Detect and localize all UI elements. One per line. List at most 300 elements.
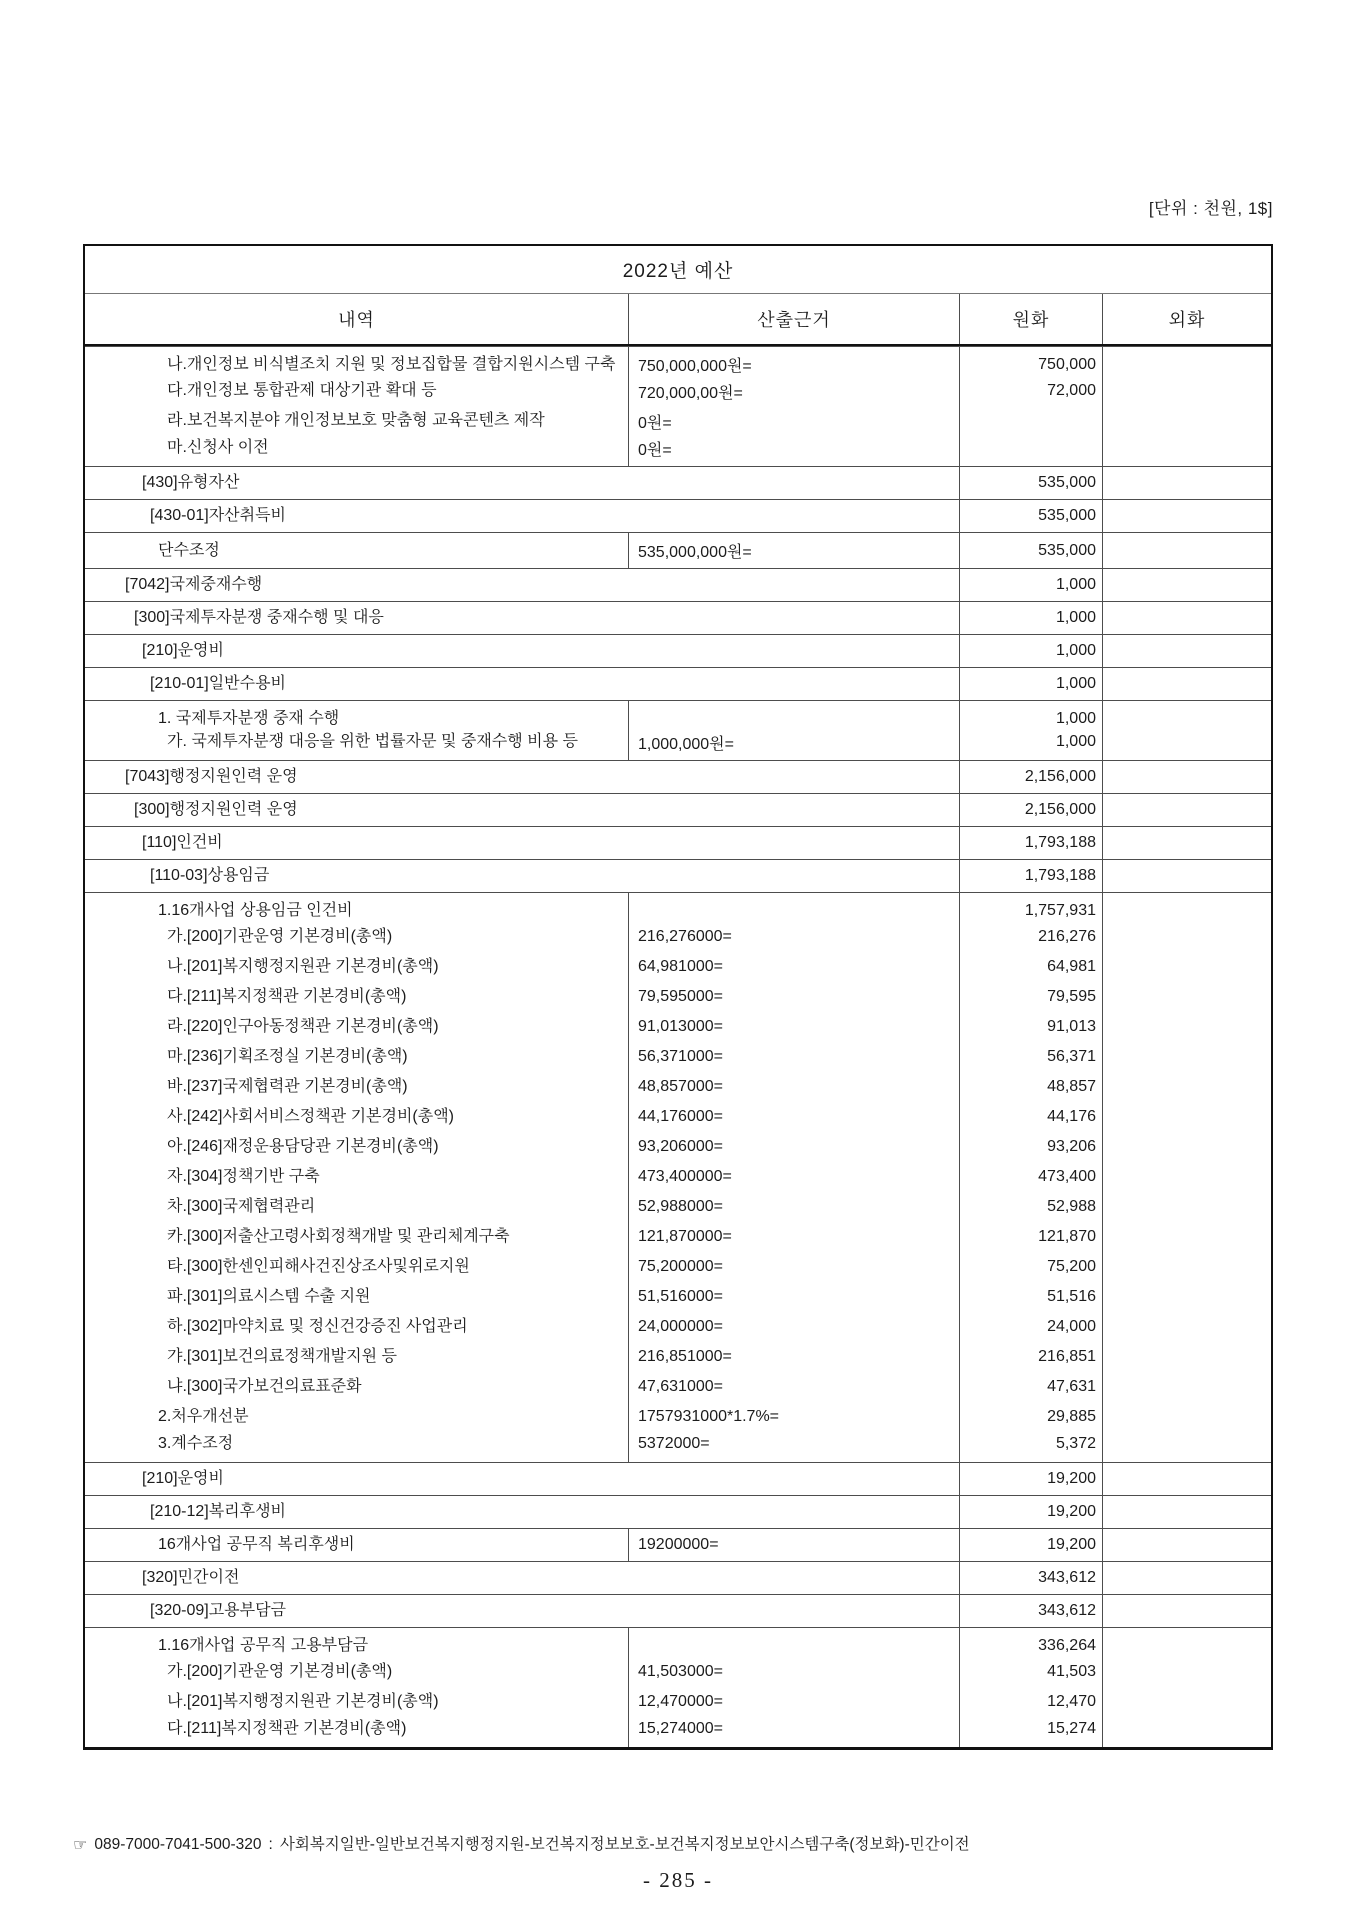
row-krw-cell-text: 343,612 [1038,1569,1096,1586]
row-basis-cell-text: 52,988000= [638,1198,723,1215]
row-fx-cell [1103,1282,1271,1312]
row-basis-cell [629,436,960,466]
row-krw-cell [960,1529,1103,1561]
row-label-cell [85,1222,629,1252]
row-label-cell-text: 단수조정 [158,541,220,559]
row-krw-cell-text: 19,200 [1047,1503,1096,1520]
row-krw-cell-text: 343,612 [1038,1602,1096,1619]
row-label-cell [85,827,960,859]
row-krw-cell [960,1717,1103,1747]
row-basis-cell [629,1072,960,1102]
table-row [85,859,1271,892]
row-fx-cell [1103,1562,1271,1594]
row-label-cell [85,1529,629,1561]
row-krw-cell [960,730,1103,760]
row-label-cell [85,1282,629,1312]
row-label-cell [85,701,629,730]
row-krw-cell [960,761,1103,793]
row-label-cell [85,1562,960,1594]
pointing-hand-icon: ☞ [73,1837,88,1854]
row-label-cell [85,1012,629,1042]
row-krw-cell-text: 1,757,931 [1024,901,1096,919]
row-krw-cell [960,1657,1103,1687]
footnote [73,1832,1313,1854]
row-basis-cell-text: 121,870000= [638,1228,732,1245]
row-krw-cell-text: 72,000 [1047,382,1096,399]
row-fx-cell [1103,347,1271,376]
table-row [85,1012,1271,1042]
row-fx-cell [1103,1595,1271,1627]
row-fx-cell [1103,533,1271,568]
column-header-krw: 원화 [960,294,1103,344]
row-label-cell [85,1252,629,1282]
row-krw-cell [960,668,1103,700]
row-krw-cell-text: 64,981 [1047,958,1096,975]
row-basis-cell [629,952,960,982]
row-label-cell [85,1628,629,1657]
table-row [85,634,1271,667]
row-fx-cell [1103,827,1271,859]
row-label-cell [85,406,629,436]
row-basis-cell-text: 0원= [638,441,672,459]
row-label-cell-text: [430]유형자산 [142,474,240,491]
row-krw-cell [960,1342,1103,1372]
row-basis-cell [629,1432,960,1462]
row-label-cell [85,952,629,982]
row-label-cell [85,730,629,760]
row-krw-cell [960,952,1103,982]
row-krw-cell-text: 41,503 [1047,1663,1096,1680]
row-label-cell-text: [430-01]자산취득비 [150,507,286,524]
row-fx-cell [1103,1372,1271,1402]
row-basis-cell-text: 24,000000= [638,1318,723,1335]
row-fx-cell [1103,761,1271,793]
row-krw-cell [960,982,1103,1012]
row-basis-cell [629,1628,960,1657]
table-row [85,952,1271,982]
row-basis-cell [629,1102,960,1132]
table-row [85,346,1271,376]
row-krw-cell [960,893,1103,922]
row-label-cell [85,1042,629,1072]
row-krw-cell-text: 535,000 [1038,507,1096,524]
row-krw-cell-text: 5,372 [1055,1435,1096,1452]
row-label-cell-text: 가.[200]기관운영 기본경비(총액) [167,928,393,945]
row-basis-cell-text: 51,516000= [638,1288,723,1305]
row-fx-cell [1103,982,1271,1012]
row-krw-cell-text: 535,000 [1038,541,1096,559]
table-row [85,826,1271,859]
row-label-cell-text: [7042]국제중재수행 [125,576,263,593]
row-krw-cell [960,1463,1103,1495]
row-krw-cell [960,1192,1103,1222]
row-label-cell-text: 1.16개사업 상용임금 인건비 [158,901,353,919]
table-row [85,1222,1271,1252]
row-krw-cell-text: 1,793,188 [1024,867,1096,884]
row-krw-cell-text: 15,274 [1047,1720,1096,1737]
row-basis-cell [629,1342,960,1372]
row-label-cell-text: 하.[302]마약치료 및 정신건강증진 사업관리 [167,1318,468,1335]
row-fx-cell [1103,1496,1271,1528]
table-row [85,532,1271,568]
row-krw-cell [960,376,1103,406]
row-label-cell [85,1342,629,1372]
row-basis-cell [629,1717,960,1747]
row-fx-cell [1103,376,1271,406]
table-row [85,667,1271,700]
row-basis-cell-text: 535,000,000원= [638,544,752,561]
row-fx-cell [1103,1042,1271,1072]
row-label-cell-text: 3.계수조정 [158,1435,234,1452]
row-fx-cell [1103,1657,1271,1687]
table-row [85,1312,1271,1342]
row-krw-cell-text: 19,200 [1047,1470,1096,1487]
row-basis-cell [629,1312,960,1342]
row-basis-cell [629,922,960,952]
row-basis-cell [629,1657,960,1687]
row-fx-cell [1103,1342,1271,1372]
row-krw-cell-text: 44,176 [1047,1108,1096,1125]
row-krw-cell [960,1072,1103,1102]
table-row [85,1627,1271,1657]
row-label-cell-text: 마.신청사 이전 [167,439,269,456]
row-fx-cell [1103,1463,1271,1495]
table-header-row [85,294,1271,346]
table-title: 2022년 예산 [622,261,734,282]
row-basis-cell-text: 75,200000= [638,1258,723,1275]
table-row [85,1102,1271,1132]
row-label-cell [85,467,960,499]
row-krw-cell [960,406,1103,436]
row-fx-cell [1103,1072,1271,1102]
row-basis-cell [629,376,960,406]
row-basis-cell-text: 91,013000= [638,1018,723,1035]
row-krw-cell-text: 535,000 [1038,474,1096,491]
row-fx-cell [1103,1432,1271,1462]
row-label-cell-text: [210]운영비 [142,1470,224,1487]
row-fx-cell [1103,1102,1271,1132]
table-row [85,1192,1271,1222]
row-basis-cell-text: 47,631000= [638,1378,723,1395]
row-basis-cell [629,1372,960,1402]
row-label-cell-text: 나.개인정보 비식별조치 지원 및 정보집합물 결합지원시스템 구축 [167,355,616,373]
row-label-cell [85,500,960,532]
row-krw-cell [960,1372,1103,1402]
row-basis-cell [629,1192,960,1222]
row-label-cell-text: [320-09]고용부담금 [150,1602,286,1619]
row-fx-cell [1103,1312,1271,1342]
row-fx-cell [1103,406,1271,436]
row-label-cell-text: 다.[211]복지정책관 기본경비(총액) [167,988,407,1005]
row-basis-cell-text: 1,000,000원= [638,735,734,753]
row-basis-cell [629,1282,960,1312]
row-krw-cell [960,602,1103,634]
table-row [85,1687,1271,1717]
footnote-separator: : [268,1836,273,1853]
row-label-cell [85,376,629,406]
row-krw-cell [960,1222,1103,1252]
row-fx-cell [1103,1192,1271,1222]
table-row [85,982,1271,1012]
row-basis-cell-text: 64,981000= [638,958,723,975]
row-label-cell [85,1072,629,1102]
row-label-cell [85,1657,629,1687]
row-label-cell [85,602,960,634]
row-fx-cell [1103,569,1271,601]
row-krw-cell [960,1252,1103,1282]
table-row [85,1072,1271,1102]
footnote-text: 사회복지일반-일반보건복지행정지원-보건복지정보보호-보건복지정보보안시스템구축(정보화)-민간이전 [279,1836,970,1853]
row-label-cell-text: 라.[220]인구아동정책관 기본경비(총액) [167,1018,439,1035]
row-krw-cell [960,1162,1103,1192]
row-basis-cell-text: 1757931000*1.7%= [638,1408,780,1425]
row-label-cell-text: 바.[237]국제협력관 기본경비(총액) [167,1078,408,1095]
row-krw-cell-text: 75,200 [1047,1258,1096,1275]
row-label-cell-text: 다.개인정보 통합관제 대상기관 확대 등 [167,382,437,399]
row-fx-cell [1103,1162,1271,1192]
table-row [85,1717,1271,1747]
row-label-cell [85,1312,629,1342]
row-krw-cell [960,569,1103,601]
row-fx-cell [1103,436,1271,466]
table-row [85,1495,1271,1528]
row-label-cell-text: 나.[201]복지행정지원관 기본경비(총액) [167,1693,439,1710]
row-label-cell-text: 1.16개사업 공무직 고용부담금 [158,1636,369,1654]
row-basis-cell [629,1012,960,1042]
row-krw-cell [960,635,1103,667]
table-title-row [85,246,1271,294]
row-krw-cell [960,1628,1103,1657]
row-fx-cell [1103,860,1271,892]
row-label-cell [85,794,960,826]
column-header-fx: 외화 [1168,310,1206,330]
row-label-cell [85,1402,629,1432]
table-row [85,1657,1271,1687]
row-krw-cell-text: 47,631 [1047,1378,1096,1395]
row-krw-cell-text: 216,851 [1038,1348,1096,1365]
row-label-cell-text: 자.[304]정책기반 구축 [167,1168,320,1185]
row-krw-cell-text: 79,595 [1047,988,1096,1005]
row-fx-cell [1103,1012,1271,1042]
row-krw-cell-text: 473,400 [1038,1168,1096,1185]
row-label-cell-text: [210]운영비 [142,642,224,659]
row-label-cell-text: [210-01]일반수용비 [150,675,286,692]
table-row [85,376,1271,406]
row-krw-cell-text: 1,000 [1055,709,1096,727]
row-krw-cell-text: 24,000 [1047,1318,1096,1335]
row-krw-cell [960,533,1103,568]
row-krw-cell [960,701,1103,730]
row-fx-cell [1103,893,1271,922]
page-number: - 285 - [643,1868,713,1892]
row-basis-cell [629,1402,960,1432]
row-basis-cell [629,1132,960,1162]
row-label-cell-text: 1. 국제투자분쟁 중재 수행 [158,709,340,727]
row-basis-cell [629,1162,960,1192]
row-krw-cell-text: 1,000 [1055,733,1096,750]
row-basis-cell-text: 473,400000= [638,1168,732,1185]
row-label-cell-text: 카.[300]저출산고령사회정책개발 및 관리체계구축 [167,1228,510,1245]
row-fx-cell [1103,1628,1271,1657]
row-fx-cell [1103,952,1271,982]
row-krw-cell-text: 12,470 [1047,1693,1096,1710]
row-label-cell [85,1687,629,1717]
table-row [85,436,1271,466]
row-basis-cell-text: 48,857000= [638,1078,723,1095]
row-fx-cell [1103,1402,1271,1432]
table-row [85,1132,1271,1162]
row-krw-cell-text: 1,793,188 [1024,834,1096,851]
row-krw-cell-text: 29,885 [1047,1408,1096,1425]
table-row [85,793,1271,826]
row-label-cell-text: 가. 국제투자분쟁 대응을 위한 법률자문 및 중재수행 비용 등 [167,733,578,750]
row-krw-cell-text: 336,264 [1038,1636,1096,1654]
table-row [85,1462,1271,1495]
row-krw-cell-text: 121,870 [1038,1228,1096,1245]
row-basis-cell-text: 19200000= [638,1536,719,1553]
row-fx-cell [1103,1717,1271,1747]
row-fx-cell [1103,635,1271,667]
row-fx-cell [1103,1132,1271,1162]
row-label-cell-text: 마.[236]기획조정실 기본경비(총액) [167,1048,408,1065]
row-label-cell-text: 파.[301]의료시스템 수출 지원 [167,1288,371,1305]
table-row [85,1372,1271,1402]
row-basis-cell-text: 12,470000= [638,1693,723,1710]
row-basis-cell-text: 216,276000= [638,928,732,945]
row-label-cell-text: [7043]행정지원인력 운영 [125,768,298,785]
row-label-cell [85,1372,629,1402]
row-basis-cell [629,701,960,730]
unit-label: [단위 : 천원, 1$] [1148,199,1273,218]
table-row [85,730,1271,760]
row-krw-cell-text: 48,857 [1047,1078,1096,1095]
row-krw-cell-text: 2,156,000 [1024,768,1096,785]
row-basis-cell [629,982,960,1012]
table-row [85,406,1271,436]
table-row [85,568,1271,601]
row-krw-cell [960,1595,1103,1627]
row-label-cell [85,1595,960,1627]
row-label-cell [85,1102,629,1132]
row-krw-cell-text: 56,371 [1047,1048,1096,1065]
row-krw-cell [960,1432,1103,1462]
row-krw-cell [960,436,1103,466]
row-label-cell [85,1463,960,1495]
row-basis-cell [629,1252,960,1282]
row-krw-cell [960,1402,1103,1432]
row-label-cell [85,761,960,793]
row-krw-cell [960,467,1103,499]
row-label-cell-text: 사.[242]사회서비스정책관 기본경비(총액) [167,1108,454,1125]
row-basis-cell [629,406,960,436]
table-row [85,1402,1271,1432]
row-basis-cell-text: 44,176000= [638,1108,723,1125]
row-krw-cell-text: 1,000 [1055,576,1096,593]
row-krw-cell-text: 93,206 [1047,1138,1096,1155]
table-row [85,1162,1271,1192]
row-fx-cell [1103,1222,1271,1252]
row-krw-cell [960,1496,1103,1528]
row-basis-cell-text: 15,274000= [638,1720,723,1737]
row-label-cell-text: [110-03]상용임금 [150,867,270,884]
row-label-cell-text: [110]인건비 [142,834,223,851]
row-krw-cell-text: 52,988 [1047,1198,1096,1215]
row-krw-cell-text: 216,276 [1038,928,1096,945]
row-label-cell-text: 아.[246]재정운용담당관 기본경비(총액) [167,1138,439,1155]
row-label-cell [85,569,960,601]
row-label-cell-text: 가.[200]기관운영 기본경비(총액) [167,1663,393,1680]
row-label-cell [85,436,629,466]
row-krw-cell [960,794,1103,826]
row-krw-cell-text: 2,156,000 [1024,801,1096,818]
row-krw-cell-text: 51,516 [1047,1288,1096,1305]
row-basis-cell [629,533,960,568]
row-fx-cell [1103,467,1271,499]
row-basis-cell [629,893,960,922]
row-label-cell-text: 2.처우개선분 [158,1408,249,1425]
row-krw-cell-text: 19,200 [1047,1536,1096,1553]
row-fx-cell [1103,794,1271,826]
row-krw-cell [960,1312,1103,1342]
row-label-cell-text: 16개사업 공무직 복리후생비 [158,1536,355,1553]
row-basis-cell-text: 93,206000= [638,1138,723,1155]
row-fx-cell [1103,500,1271,532]
row-label-cell-text: 다.[211]복지정책관 기본경비(총액) [167,1720,407,1737]
row-label-cell [85,893,629,922]
table-row [85,700,1271,730]
row-fx-cell [1103,922,1271,952]
row-krw-cell [960,347,1103,376]
row-label-cell-text: [300]국제투자분쟁 중재수행 및 대응 [134,609,384,626]
row-label-cell [85,982,629,1012]
table-row [85,1561,1271,1594]
row-label-cell [85,860,960,892]
row-label-cell-text: 타.[300]한센인피해사건진상조사및위로지원 [167,1258,470,1275]
row-krw-cell [960,1132,1103,1162]
table-row [85,601,1271,634]
row-label-cell [85,635,960,667]
row-krw-cell [960,860,1103,892]
row-label-cell [85,1496,960,1528]
row-fx-cell [1103,602,1271,634]
row-krw-cell-text: 1,000 [1055,609,1096,626]
row-krw-cell [960,1282,1103,1312]
row-fx-cell [1103,730,1271,760]
row-basis-cell [629,1042,960,1072]
column-header-basis: 산출근거 [629,294,960,344]
row-basis-cell-text: 0원= [638,414,672,432]
row-label-cell [85,922,629,952]
row-label-cell-text: [210-12]복리후생비 [150,1503,286,1520]
row-basis-cell-text: 216,851000= [638,1348,732,1365]
table-row [85,1594,1271,1627]
footnote-code: 089-7000-7041-500-320 [94,1836,262,1853]
row-label-cell [85,1192,629,1222]
row-basis-cell-text: 41,503000= [638,1663,723,1680]
row-label-cell [85,1432,629,1462]
row-basis-cell [629,1222,960,1252]
row-krw-cell [960,922,1103,952]
row-basis-cell-text: 750,000,000원= [638,358,752,375]
row-krw-cell [960,1687,1103,1717]
table-row [85,892,1271,922]
row-label-cell [85,533,629,568]
row-fx-cell [1103,668,1271,700]
row-krw-cell [960,1042,1103,1072]
row-krw-cell [960,1562,1103,1594]
row-basis-cell-text: 56,371000= [638,1048,723,1065]
budget-table [83,244,1273,1750]
